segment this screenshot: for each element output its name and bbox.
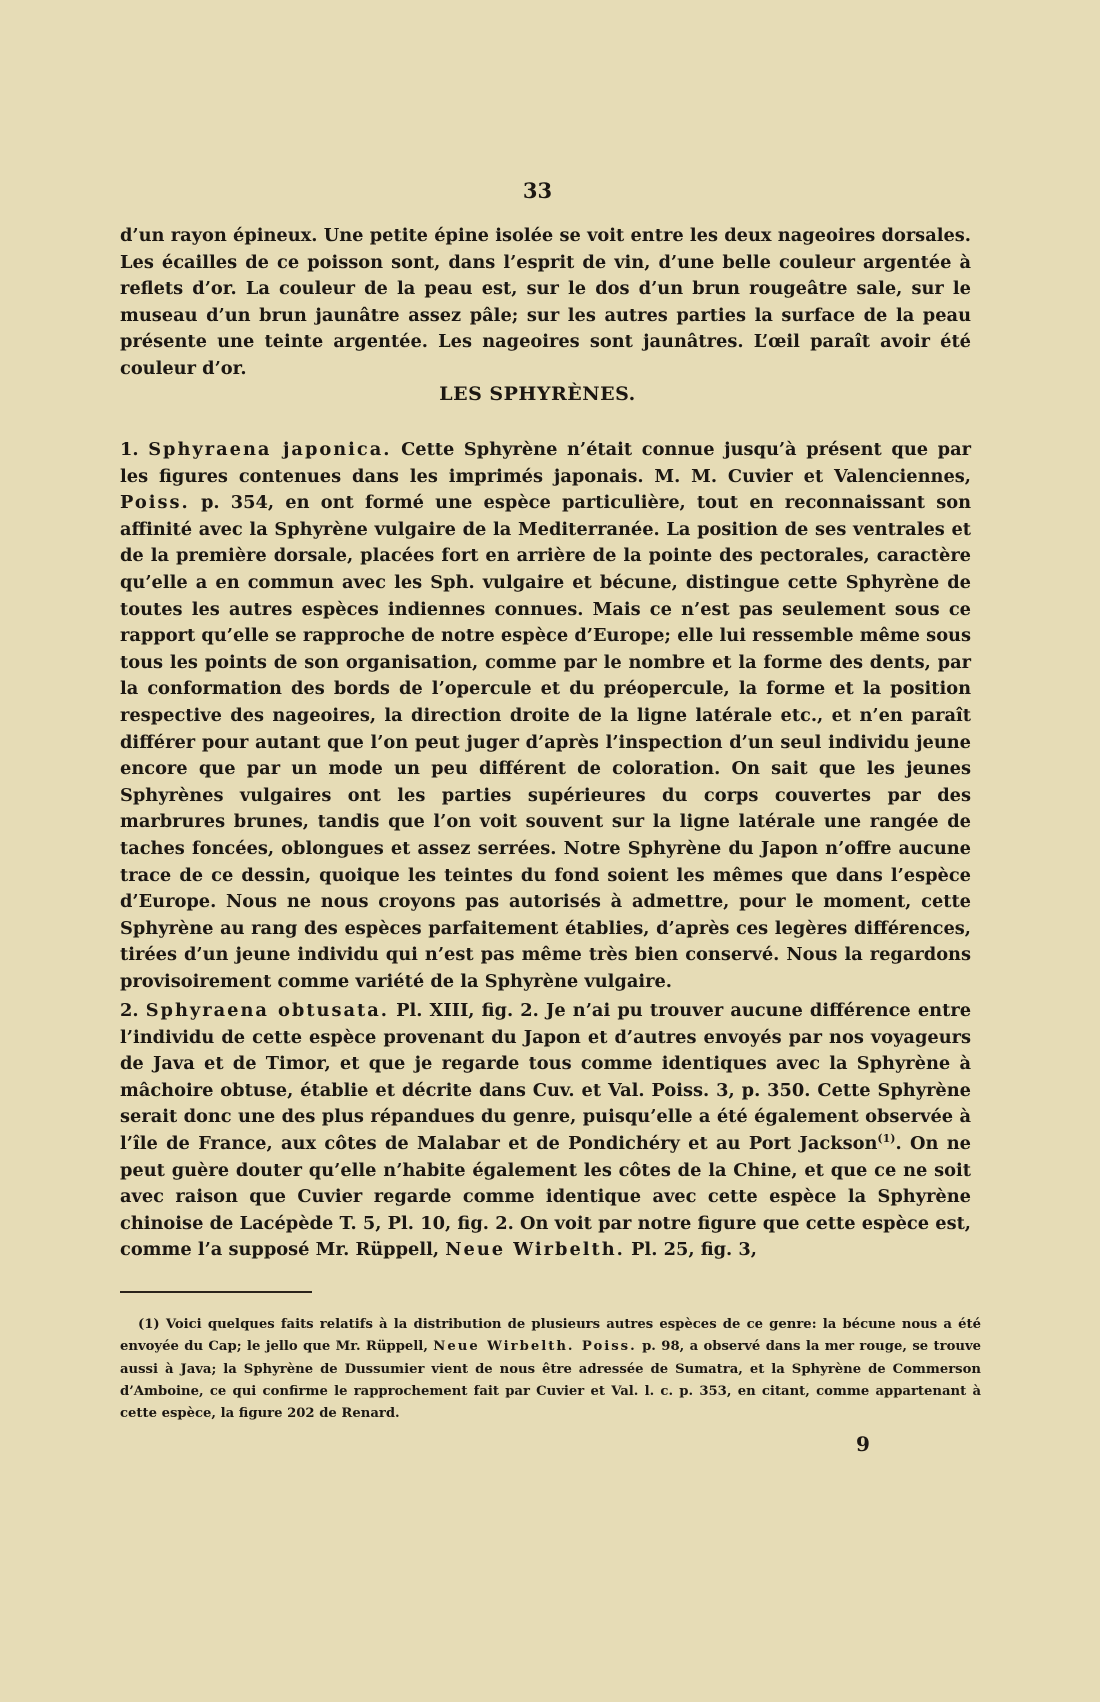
page-number: 33 <box>522 178 553 203</box>
footnote-text-a: (1) Voici quelques faits relatifs à la distribution de plusieurs autres espèces de ce genre: la bécune nous a été envoyée du Cap; le jello que Mr. Rüppell, <box>120 1317 981 1355</box>
species1-paragraph <box>120 437 971 995</box>
species2-paragraph-block <box>120 998 971 1264</box>
intro-paragraph-block <box>120 223 971 383</box>
species2-number: 2. <box>120 1000 139 1021</box>
signature-mark: 9 <box>856 1432 870 1456</box>
species2-name: Sphyraena obtusata. <box>145 1000 389 1021</box>
footnote-text-b: p. 98, a observé dans la mer rouge, se trouve aussi à Java; la Sphyrène de Dussumier vient de nous être adressée de Sumatra, et la Sphyrène de Commerson d’Amboine, ce qui confirme le rapprochement fait par Cuvier et Val. l. c. p. 353, en citant, comme appartenant à cette espèce, la figure 202 de Renard. <box>120 1339 982 1422</box>
species1-paragraph-block <box>120 437 971 995</box>
section-title: LES SPHYRÈNES. <box>439 383 636 405</box>
species2-paragraph <box>120 998 971 1264</box>
footnote-divider <box>120 1291 312 1293</box>
species1-text-b: p. 354, en ont formé une espèce particulière, tout en reconnaissant son affinité avec la Sphyrène vulgaire de la Mediterranée. La position de ses ventrales et de la première dorsale, placées fort en arrière de la pointe des pectorales, caractère qu’elle a en commun avec les Sph. vulgaire et bécune, distingue cette Sphyrène de toutes les autres espèces indiennes connues. Mais ce n’est pas seulement sous ce rapport qu’elle se rapproche de notre espèce d’Europe; elle lui ressemble même sous tous les points de son organisation, comme par le nombre et la forme des dents, par la conformation des bords de l’opercule et du préopercule, la forme et la position respective des nageoires, la direction droite de la ligne latérale etc., et n’en paraît différer pour autant que l’on peut juger d’après l’inspection d’un seul individu jeune encore que par un mode un peu différent de coloration. On sait que les jeunes Sphyrènes vulgaires ont les parties supérieures du corps couvertes par des marbrures brunes, tandis que l’on voit souvent sur la ligne latérale une rangée de taches foncées, oblongues et assez serrées. Notre Sphyrène du Japon n’offre aucune trace de ce dessin, quoique les teintes du fond soient les mêmes que dans l’espèce d’Europe. Nous ne nous croyons pas autorisés à admettre, pour le moment, cette Sphyrène au rang des espèces parfaitement établies, d’après ces legères différences, tirées d’un jeune individu qui n’est pas même très bien conservé. Nous la regardons provisoirement comme variété de la Sphyrène vulgaire. <box>120 492 971 992</box>
species2-text-a: Pl. XIII, fig. 2. Je n’ai pu trouver aucune différence entre l’individu de cette espèce provenant du Japon et d’autres envoyés par nos voyageurs de Java et de Timor, et que je regarde tous comme identiques avec la Sphyrène à mâchoire obtuse, établie et décrite dans Cuv. et Val. Poiss. 3, p. 350. Cette Sphyrène serait donc une des plus répandues du genre, puisqu’elle a été également observée à l’île de France, aux côtes de Malabar et de Pondichéry et au Port Jackson <box>120 1000 972 1154</box>
footnote-marker[interactable]: (1) <box>877 1132 896 1146</box>
species1-name: Sphyraena japonica. <box>148 439 392 460</box>
footnote-ref: Neue Wirbelth. Poiss. <box>433 1339 637 1355</box>
species1-ref: Poiss. <box>120 492 190 514</box>
footnote-block <box>120 1314 981 1425</box>
species2-text-b: . On ne peut guère douter qu’elle n’habite également les côtes de la Chine, et que ce ne soit avec raison que Cuvier regarde comme identique avec cette espèce la Sphyrène chinoise de Lacépède T. 5, Pl. 10, fig. 2. On voit par notre figure que cette espèce est, comme l’a supposé Mr. Rüppell, <box>120 1132 971 1261</box>
species2-text-c: Pl. 25, fig. 3, <box>631 1239 757 1261</box>
footnote-paragraph <box>120 1314 981 1425</box>
intro-paragraph: d’un rayon épineux. Une petite épine isolée se voit entre les deux nageoires dorsales. Les écailles de ce poisson sont, dans l’esprit de vin, d’une belle couleur argentée à reflets d’or. La couleur de la peau est, sur le dos d’un brun rougeâtre sale, sur le museau d’un brun jaunâtre assez pâle; sur les autres parties la surface de la peau présente une teinte argentée. Les nageoires sont jaunâtres. L’œil paraît avoir été couleur d’or. <box>120 225 971 379</box>
species1-text-a: Cette Sphyrène n’était connue jusqu’à présent que par les figures contenues dans les imprimés japonais. M. M. Cuvier et Valenciennes, <box>120 439 971 487</box>
species2-ref: Neue Wirbelth. <box>445 1239 625 1261</box>
species1-number: 1. <box>120 439 139 460</box>
